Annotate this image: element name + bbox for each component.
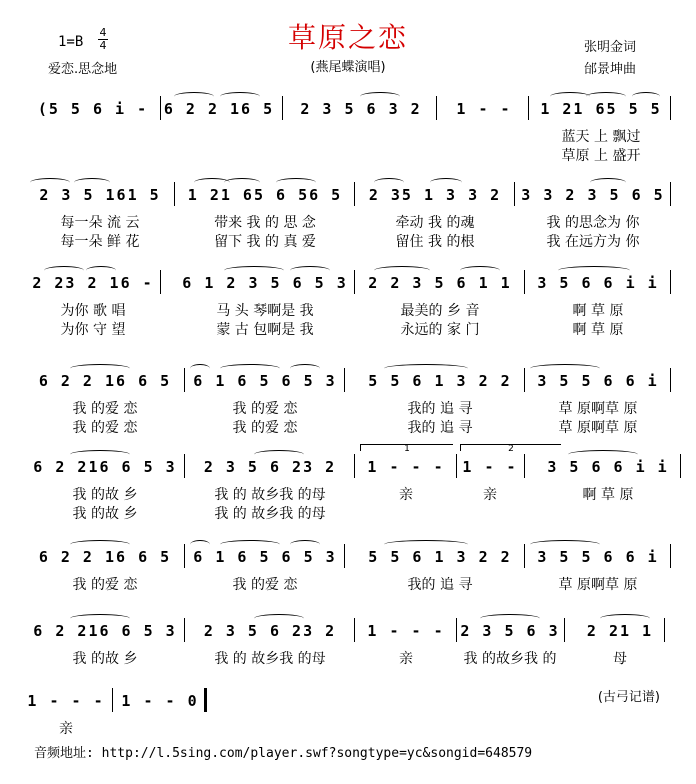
- lyric-verse-1: 我 的故 乡: [72, 651, 138, 667]
- lyric-verse-2: 蒙 古 包啊是 我: [216, 322, 314, 338]
- slur: [360, 92, 400, 101]
- measure: 3 3 2 3 5 6 5: [521, 186, 665, 204]
- slur: [568, 450, 638, 459]
- lyric-verse-2: [190, 595, 340, 613]
- barline: [514, 182, 515, 206]
- slur: [276, 178, 316, 187]
- measure: 2 3 5 6 3: [460, 622, 560, 640]
- notation-row: [20, 540, 676, 568]
- barline: [456, 454, 457, 478]
- measure: 2 3 5 6 23 2: [203, 622, 337, 640]
- barline: [670, 182, 671, 206]
- transcriber-credit: (古弓记谱): [597, 690, 660, 705]
- measure: 6 2 216 6 5 3: [33, 458, 177, 476]
- lyric-verse-2: 我 在远方为 你: [546, 234, 640, 250]
- barline: [680, 454, 681, 478]
- measure: (5 5 6 i -: [37, 100, 149, 118]
- measure: 2 35 1 3 3 2: [368, 186, 502, 204]
- lyric-verse-1: 亲: [399, 487, 413, 503]
- barline: [670, 96, 671, 120]
- lyric-verse-1: [120, 720, 200, 738]
- slur: [586, 92, 626, 101]
- lyric-verse-1: 我 的爱 恋: [232, 577, 298, 593]
- measure: 1 21 65 6 56 5: [187, 186, 343, 204]
- barline: [174, 182, 175, 206]
- measure: 2 3 5 6 3 2: [300, 100, 422, 118]
- song-title: 草原之恋: [287, 21, 408, 54]
- slur: [290, 540, 320, 549]
- barline: [354, 182, 355, 206]
- measure: 6 2 216 6 5 3: [33, 622, 177, 640]
- lyric-verse-1: 我 的故乡我 的: [463, 651, 557, 667]
- staff-line: [20, 364, 676, 450]
- barline: [564, 618, 565, 642]
- measure: 3 5 6 6 i i: [537, 274, 659, 292]
- slur: [384, 364, 468, 373]
- lyric-verse-2: 草 原啊草 原: [558, 420, 638, 436]
- time-signature: [98, 27, 108, 52]
- slur: [220, 364, 280, 373]
- measure: 2 3 5 6 23 2: [203, 458, 337, 476]
- lyric-verse-1: 我 的故 乡: [72, 487, 138, 503]
- measure: 6 1 6 5 6 5 3: [193, 372, 337, 390]
- barline: [354, 454, 355, 478]
- lyric-verse-2: [444, 147, 524, 165]
- slur: [70, 614, 130, 623]
- barline: [160, 270, 161, 294]
- key-signature: 1=B: [58, 34, 84, 50]
- lyric-verse-1: 蓝天 上 飘过: [561, 129, 641, 145]
- staff-line: [20, 92, 676, 178]
- slur: [254, 614, 304, 623]
- slur: [254, 450, 304, 459]
- barline: [670, 270, 671, 294]
- notation-row: [20, 614, 676, 642]
- measure: 5 5 6 1 3 2 2: [368, 372, 512, 390]
- lyric-verse-2: 为你 守 望: [60, 322, 126, 338]
- notation-row: [20, 92, 676, 120]
- slur: [632, 92, 660, 101]
- lyric-verse-1: 马 头 琴啊是 我: [216, 303, 314, 319]
- lyric-verse-2: 我的 追 寻: [407, 420, 473, 436]
- barline: [524, 454, 525, 478]
- slur: [600, 614, 650, 623]
- lyric-verse-1: 啊 草 原: [582, 487, 634, 503]
- lyric-verse-1: 母: [613, 651, 627, 667]
- measure: 1 - - -: [367, 458, 445, 476]
- slur: [224, 266, 284, 275]
- lyric-verse-1: 我的 追 寻: [407, 577, 473, 593]
- lyric-verse-2: [30, 595, 180, 613]
- measure: 6 1 2 3 5 6 5 3: [182, 274, 348, 292]
- lyric-verse-1: 草 原啊草 原: [558, 577, 638, 593]
- slur: [558, 266, 630, 275]
- barline: [436, 96, 437, 120]
- lyric-verse-2: 留下 我 的 真 爱: [214, 234, 316, 250]
- lyric-verse-1: [290, 128, 432, 146]
- staff-line: [20, 178, 676, 264]
- lyric-verse-1: 我 的爱 恋: [232, 401, 298, 417]
- barline: [354, 618, 355, 642]
- slur: [590, 178, 626, 187]
- lyric-verse-1: 我 的爱 恋: [72, 577, 138, 593]
- slur: [44, 266, 84, 275]
- lyric-verse-2: 我 的爱 恋: [72, 420, 138, 436]
- slur: [220, 92, 260, 101]
- measure: 1 - -: [456, 100, 512, 118]
- slur: [374, 178, 404, 187]
- lyric-verse-2: [460, 505, 520, 523]
- notation-row: [20, 444, 676, 478]
- slur: [86, 266, 116, 275]
- time-signature-bottom: 4: [99, 39, 107, 52]
- slur: [30, 178, 70, 187]
- slur: [374, 266, 430, 275]
- lyric-verse-2: 每一朵 鲜 花: [60, 234, 140, 250]
- measure: 1 - -: [462, 458, 518, 476]
- slur: [174, 92, 214, 101]
- lyricist-credit: 张明金词: [584, 40, 637, 55]
- slur: [480, 614, 540, 623]
- measure: 1 - - -: [27, 692, 105, 710]
- lyric-verse-2: [290, 147, 432, 165]
- measure: 1 - - 0: [121, 692, 199, 710]
- slur: [74, 178, 110, 187]
- composer-credit: 邰景坤曲: [584, 62, 637, 77]
- lyric-verse-1: 每一朵 流 云: [60, 215, 140, 231]
- lyric-verse-2: 我 的爱 恋: [232, 420, 298, 436]
- lyric-verse-2: [530, 595, 666, 613]
- performer-credit: (燕尾蝶演唱): [310, 60, 386, 75]
- time-signature-top: 4: [99, 26, 107, 39]
- slur: [220, 540, 280, 549]
- lyric-verse-1: 我 的思念为 你: [546, 215, 640, 231]
- lyric-verse-1: 我 的 故乡我 的母: [214, 487, 326, 503]
- lyric-verse-1: 牵动 我 的魂: [395, 215, 475, 231]
- barline: [528, 96, 529, 120]
- lyric-verse-2: 我 的 故乡我 的母: [214, 506, 326, 522]
- barline: [670, 544, 671, 568]
- slur: [70, 450, 130, 459]
- measure: 5 5 6 1 3 2 2: [368, 548, 512, 566]
- staff-line: [20, 266, 676, 352]
- measure: 6 1 6 5 6 5 3: [193, 548, 337, 566]
- lyric-verse-1: [444, 128, 524, 146]
- expression-marking: 爱恋.思念地: [48, 62, 118, 77]
- lyric-verse-2: [160, 147, 278, 165]
- volta-first-ending: 1: [360, 444, 453, 451]
- slur: [70, 540, 130, 549]
- staff-line: [20, 444, 676, 536]
- slur: [530, 364, 600, 373]
- notation-row: [20, 364, 676, 392]
- measure: 2 3 5 161 5: [39, 186, 161, 204]
- measure: 3 5 6 6 i i: [547, 458, 669, 476]
- lyric-verse-1: 亲: [483, 487, 497, 503]
- lyric-verse-2: 草原 上 盛开: [561, 148, 641, 164]
- barline: [456, 618, 457, 642]
- slur: [290, 266, 330, 275]
- lyric-verse-1: 我 的爱 恋: [72, 401, 138, 417]
- barline: [282, 96, 283, 120]
- slur: [224, 178, 260, 187]
- measure: 6 2 2 16 5: [163, 100, 275, 118]
- barline: [184, 368, 185, 392]
- slur: [70, 364, 130, 373]
- lyric-verse-1: 我 的 故乡我 的母: [214, 651, 326, 667]
- volta-second-ending: 2: [460, 444, 561, 451]
- lyric-verse-2: [360, 505, 452, 523]
- lyric-verse-1: 亲: [399, 651, 413, 667]
- barline: [184, 454, 185, 478]
- lyric-verse-2: [540, 505, 676, 523]
- lyric-verse-1: 亲: [59, 721, 73, 737]
- lyric-verse-1: 草 原啊草 原: [558, 401, 638, 417]
- barline: [354, 270, 355, 294]
- measure: 3 5 5 6 6 i: [537, 548, 659, 566]
- audio-link[interactable]: 音频地址: http://l.5sing.com/player.swf?songtype=yc&songid=648579: [34, 746, 533, 761]
- lyric-verse-2: 留住 我 的根: [395, 234, 475, 250]
- slur: [190, 364, 210, 373]
- slur: [430, 178, 462, 187]
- barline: [344, 368, 345, 392]
- barline: [524, 270, 525, 294]
- lyric-verse-2: [360, 595, 520, 613]
- measure: 2 21 1: [586, 622, 654, 640]
- measure: 3 5 5 6 6 i: [537, 372, 659, 390]
- barline: [524, 544, 525, 568]
- lyric-verse-2: 我 的故 乡: [72, 506, 138, 522]
- slur: [460, 266, 500, 275]
- barline: [184, 618, 185, 642]
- lyric-verse-1: [160, 128, 278, 146]
- lyric-verse-1: 带来 我 的 思 念: [214, 215, 316, 231]
- final-barline: [204, 688, 207, 712]
- measure: 6 2 2 16 6 5: [38, 372, 172, 390]
- measure: 6 2 2 16 6 5: [38, 548, 172, 566]
- notation-row: [20, 684, 676, 712]
- measure: 2 2 3 5 6 1 1: [368, 274, 512, 292]
- measure: 2 23 2 16 -: [32, 274, 154, 292]
- lyric-verse-1: [30, 128, 156, 146]
- barline: [664, 618, 665, 642]
- lyric-verse-1: 我的 追 寻: [407, 401, 473, 417]
- barline: [112, 688, 113, 712]
- lyric-verse-2: [30, 147, 156, 165]
- barline: [344, 544, 345, 568]
- lyric-verse-1: 为你 歌 唱: [60, 303, 126, 319]
- barline: [184, 544, 185, 568]
- lyric-verse-1: 啊 草 原: [572, 303, 624, 319]
- slur: [190, 540, 210, 549]
- lyric-verse-2: 啊 草 原: [572, 322, 624, 338]
- lyric-verse-1: 最美的 乡 音: [400, 303, 480, 319]
- barline: [670, 368, 671, 392]
- barline: [524, 368, 525, 392]
- slur: [290, 364, 320, 373]
- notation-row: [20, 266, 676, 294]
- slur: [550, 92, 590, 101]
- measure: 1 21 65 5 5: [540, 100, 662, 118]
- slur: [530, 540, 600, 549]
- lyric-verse-2: 永远的 家 门: [400, 322, 480, 338]
- notation-row: [20, 178, 676, 206]
- measure: 1 - - -: [367, 622, 445, 640]
- slur: [384, 540, 468, 549]
